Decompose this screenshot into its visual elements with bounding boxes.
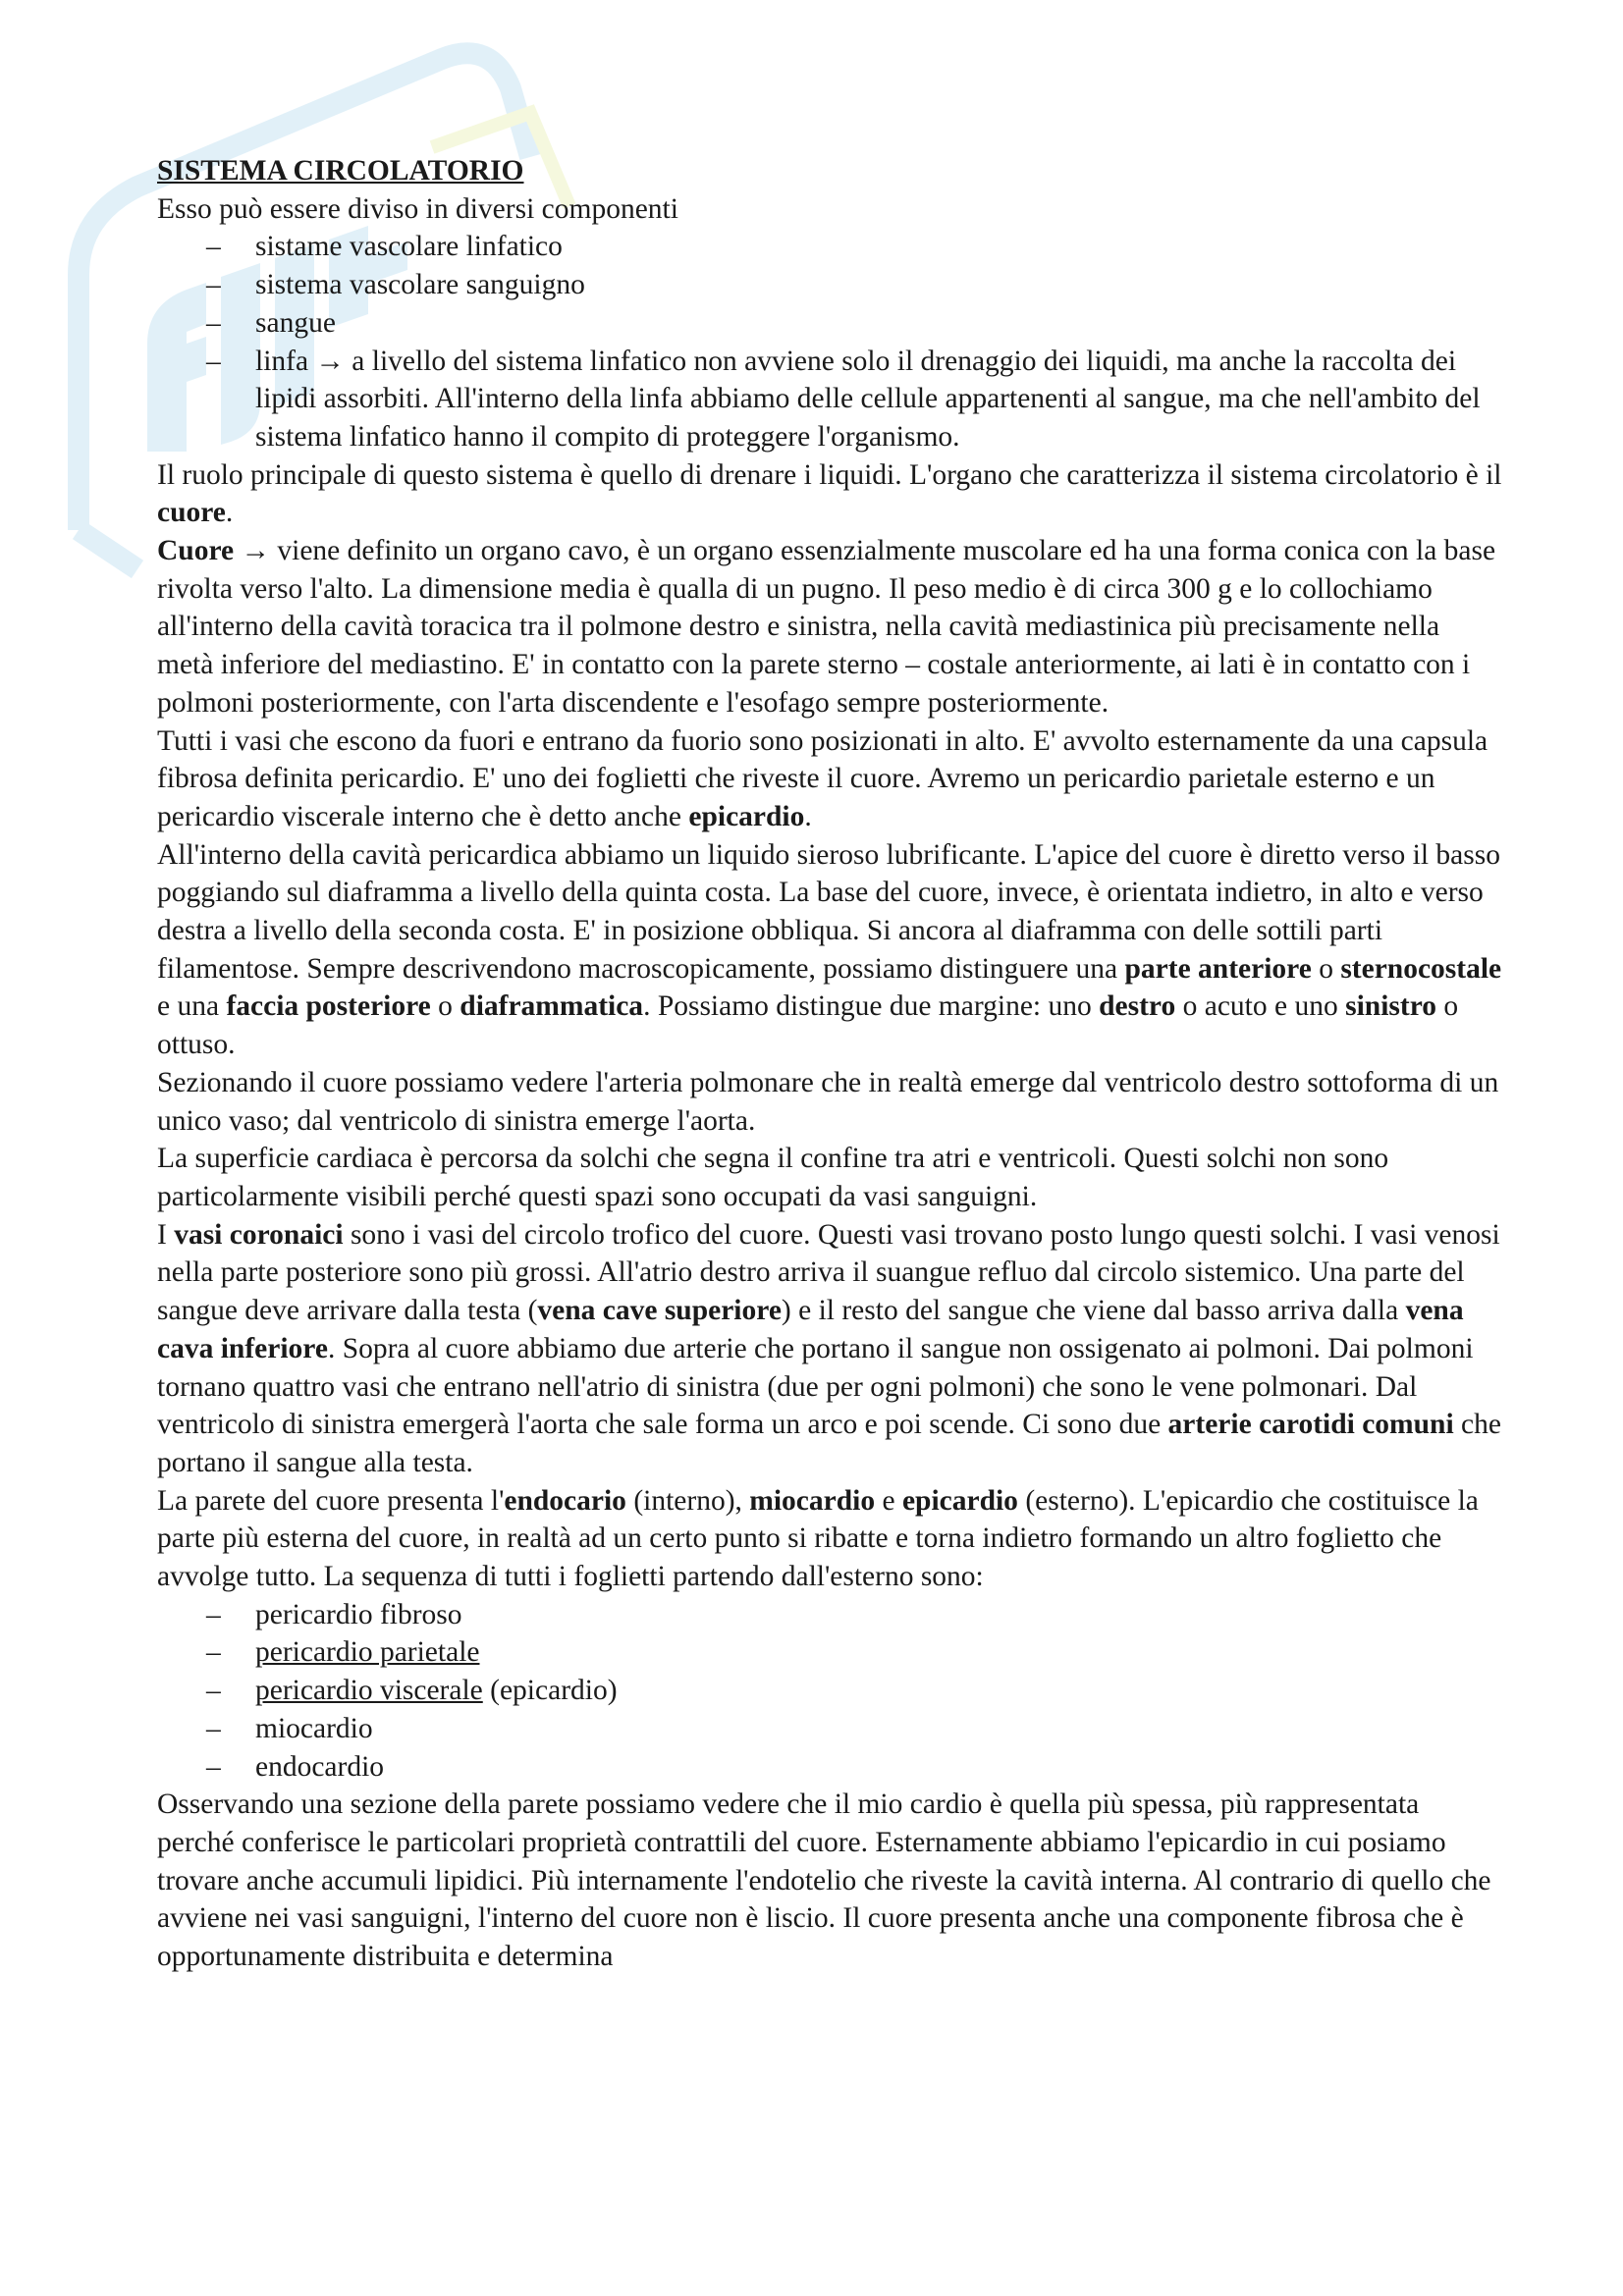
list-item: – sistame vascolare linfatico — [255, 228, 1502, 266]
layers-list — [157, 1596, 1502, 1787]
dash-bullet: – — [206, 269, 221, 301]
paragraph: Osservando una sezione della parete possiamo vedere che il mio cardio è quella più spessa, più rappresentata perché conferisce le particolari proprietà contrattili del cuore. Esternamente abbiamo l'epicardio in cui posiamo trovare anche accumuli lipidici. Più internamente l'endotelio che riveste la cavità interna. Al contrario di quello che avviene nei vasi sanguigni, l'interno del cuore non è liscio. Il cuore presenta anche una componente fibrosa che è opportunamente distribuita e determina — [157, 1789, 1491, 1973]
paragraph: La parete del cuore presenta l'endocario (interno), miocardio e epicardio (esterno). L'epicardio che costituisce la parte più esterna del cuore, in realtà ad un certo punto si ribatte e torna indietro formando un altro foglietto che avvolge tutto. La sequenza di tutti i foglietti partendo dall'esterno sono: — [157, 1484, 1479, 1593]
dash-bullet: – — [206, 345, 221, 377]
list-item: – miocardio — [255, 1710, 1502, 1748]
list-item: – sistema vascolare sanguigno — [255, 266, 1502, 304]
dash-bullet: – — [206, 1712, 221, 1744]
paragraph: I vasi coronaici sono i vasi del circolo trofico del cuore. Questi vasi trovano posto lungo questi solchi. I vasi venosi nella parte posteriore sono più grossi. All'atrio destro arriva il suangue refluo dal circolo sistemico. Una parte del sangue deve arrivare dalla testa (vena cave superiore) e il resto del sangue che viene dal basso arriva dalla vena cava inferiore. Sopra al cuore abbiamo due arterie che portano il sangue non ossigenato ai polmoni. Dai polmoni tornano quattro vasi che entrano nell'atrio di sinistra (due per ogni polmoni) che sono le vene polmonari. Dal ventricolo di sinistra emergerà l'aorta che sale forma un arco e poi scende. Ci sono due arterie carotidi comuni che portano il sangue alla testa. — [157, 1218, 1501, 1478]
document-title: SISTEMA CIRCOLATORIO — [157, 155, 524, 187]
list-item: – pericardio viscerale (epicardio) — [255, 1672, 1502, 1710]
dash-bullet: – — [206, 1750, 221, 1783]
list-item: – linfa → a livello del sistema linfatico non avviene solo il drenaggio dei liquidi, ma anche la raccolta dei lipidi assorbiti. All'interno della linfa abbiamo delle cellule appartenenti al sangue, ma che nell'ambito del sistema linfatico hanno il compito di proteggere l'organismo. — [255, 343, 1502, 456]
dash-bullet: – — [206, 1636, 221, 1669]
dash-bullet: – — [206, 231, 221, 263]
paragraph: La superficie cardiaca è percorsa da solchi che segna il confine tra atri e ventricoli. Questi solchi non sono particolarmente visibili perché questi spazi sono occupati da vasi sanguigni. — [157, 1143, 1389, 1212]
components-list — [157, 228, 1502, 455]
paragraph: Tutti i vasi che escono da fuori e entrano da fuorio sono posizionati in alto. E' avvolto esternamente da una capsula fibrosa definita pericardio. E' uno dei foglietti che riveste il cuore. Avremo un pericardio parietale esterno e un pericardio viscerale interno che è detto anche epicardio. — [157, 724, 1488, 832]
dash-bullet: – — [206, 1598, 221, 1630]
dash-bullet: – — [206, 1675, 221, 1707]
paragraph: Il ruolo principale di questo sistema è quello di drenare i liquidi. L'organo che caratterizza il sistema circolatorio è il cuore. — [157, 458, 1502, 529]
list-item: – pericardio parietale — [255, 1633, 1502, 1672]
paragraph: Sezionando il cuore possiamo vedere l'arteria polmonare che in realtà emerge dal ventricolo destro sottoforma di un unico vaso; dal ventricolo di sinistra emerge l'aorta. — [157, 1066, 1499, 1137]
list-item: – sangue — [255, 304, 1502, 343]
intro-paragraph: Esso può essere diviso in diversi componenti — [157, 192, 678, 225]
dash-bullet: – — [206, 306, 221, 339]
paragraph: All'interno della cavità pericardica abbiamo un liquido sieroso lubrificante. L'apice del cuore è diretto verso il basso poggiando sul diaframma a livello della quinta costa. La base del cuore, invece, è orientata indietro, in alto e verso destra a livello della seconda costa. E' in posizione obbliqua. Si ancora al diaframma con delle sottili parti filamentose. Sempre descrivendono macroscopicamente, possiamo distinguere una parte anteriore o sternocostale e una faccia posteriore o diaframmatica. Possiamo distingue due margine: uno destro o acuto e uno sinistro o ottuso. — [157, 838, 1502, 1061]
list-item: – endocardio — [255, 1748, 1502, 1787]
document-body — [157, 152, 1502, 1976]
list-item: – pericardio fibroso — [255, 1596, 1502, 1634]
paragraph: Cuore → viene definito un organo cavo, è un organo essenzialmente muscolare ed ha una forma conica con la base rivolta verso l'alto. La dimensione media è qualla di un pugno. Il peso medio è di circa 300 g e lo collochiamo all'interno della cavità toracica tra il polmone destro e sinistra, nella cavità mediastinica più precisamente nella metà inferiore del mediastino. E' in contatto con la parete sterno – costale anteriormente, ai lati è in contatto con i polmoni posteriormente, con l'arta discendente e l'esofago sempre posteriormente. — [157, 535, 1496, 719]
